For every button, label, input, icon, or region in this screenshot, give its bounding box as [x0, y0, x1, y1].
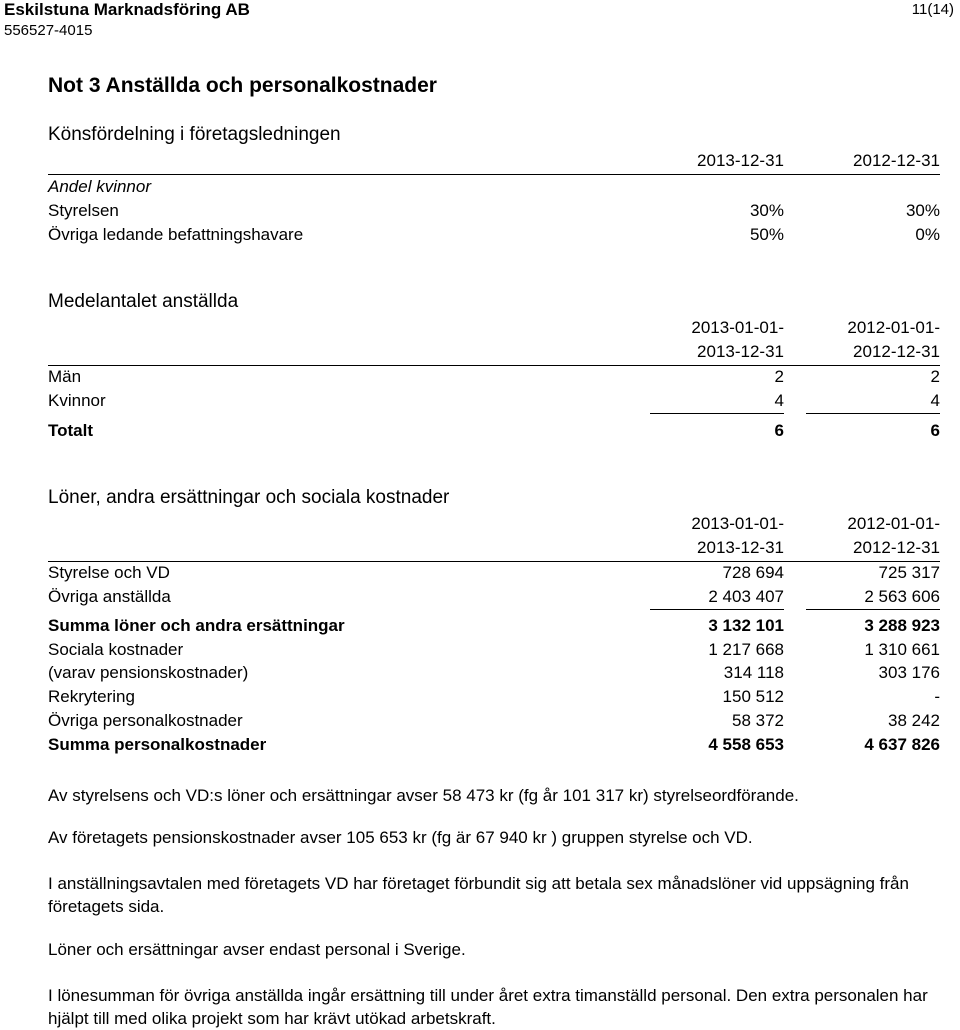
page-number: 11(14): [911, 1, 954, 18]
employees-col1-header-line1: 2013-01-01-: [691, 318, 784, 337]
employees-header-row-2: [48, 342, 940, 366]
row-label: Rekrytering: [48, 687, 135, 706]
row-value-2013: 4: [774, 391, 784, 410]
employees-total-row: [48, 421, 940, 445]
note-paragraph: I anställningsavtalen med företagets VD har företaget förbundit sig att betala sex månadslöner vid uppsägning från företagets sida.: [48, 874, 909, 916]
employees-sum-rule-2012: [806, 413, 940, 414]
gender-header-rule: [48, 174, 940, 175]
gender-header-row: [48, 151, 940, 175]
total-label: Totalt: [48, 421, 94, 440]
employees-col2-header-line1: 2012-01-01-: [847, 318, 940, 337]
salaries-sum-rule-2012: [806, 609, 940, 610]
row-value-2013: 3 132 101: [708, 616, 784, 635]
table-row: [48, 640, 940, 664]
row-label: Övriga personalkostnader: [48, 711, 243, 730]
row-value-2013: 58 372: [732, 711, 784, 730]
row-label: Övriga ledande befattningshavare: [48, 225, 304, 244]
row-value-2013: 2 403 407: [708, 587, 784, 606]
table-row: [48, 616, 940, 640]
salaries-sum-rule-2013: [650, 609, 784, 610]
salaries-section-title: Löner, andra ersättningar och sociala kostnader: [48, 487, 450, 508]
row-value-2013: 150 512: [722, 687, 784, 706]
table-row: [48, 687, 940, 711]
salaries-header-row-2: [48, 538, 940, 562]
row-label: Kvinnor: [48, 391, 106, 410]
employees-section-title: Medelantalet anställda: [48, 291, 239, 312]
row-label: Summa personalkostnader: [48, 735, 267, 754]
row-label: Styrelsen: [48, 201, 119, 220]
row-label: Övriga anställda: [48, 587, 171, 606]
row-value-2013: 1 217 668: [708, 640, 784, 659]
row-label: Sociala kostnader: [48, 640, 184, 659]
table-row: [48, 711, 940, 735]
table-row: [48, 225, 940, 249]
row-value-2012: -: [934, 687, 940, 706]
gender-subheading: Andel kvinnor: [48, 177, 152, 196]
row-value-2012: 0%: [915, 225, 940, 244]
row-value-2012: 2: [930, 367, 940, 386]
note-paragraph: Av företagets pensionskostnader avser 105 653 kr (fg är 67 940 kr ) gruppen styrelse och VD.: [48, 828, 753, 847]
row-label: Styrelse och VD: [48, 563, 170, 582]
table-row: [48, 391, 940, 415]
gender-col1-header: 2013-12-31: [697, 151, 784, 170]
employees-sum-rule-2013: [650, 413, 784, 414]
gender-subheading-row: [48, 177, 940, 201]
table-row: [48, 735, 940, 759]
row-label: Summa löner och andra ersättningar: [48, 616, 345, 635]
total-value-2012: 6: [930, 421, 940, 440]
row-value-2013: 50%: [749, 225, 784, 244]
company-name: Eskilstuna Marknadsföring AB: [4, 0, 250, 19]
salaries-header-row-1: [48, 514, 940, 538]
employees-header-rule: [48, 365, 940, 366]
row-value-2012: 2 563 606: [864, 587, 940, 606]
table-row: [48, 587, 940, 611]
gender-section-title: Könsfördelning i företagsledningen: [48, 124, 341, 145]
row-value-2012: 38 242: [888, 711, 940, 730]
row-value-2012: 30%: [905, 201, 940, 220]
salaries-header-rule: [48, 561, 940, 562]
employees-col2-header-line2: 2012-12-31: [853, 342, 940, 361]
org-number: 556527-4015: [4, 22, 93, 39]
row-value-2012: 303 176: [878, 663, 940, 682]
salaries-col1-header-line1: 2013-01-01-: [691, 514, 784, 533]
table-row: [48, 367, 940, 391]
salaries-col2-header-line2: 2012-12-31: [853, 538, 940, 557]
note-paragraph: Av styrelsens och VD:s löner och ersättningar avser 58 473 kr (fg år 101 317 kr) styrelseordförande.: [48, 786, 799, 805]
row-value-2012: 4 637 826: [864, 735, 940, 754]
row-value-2013: 4 558 653: [708, 735, 784, 754]
employees-col1-header-line2: 2013-12-31: [697, 342, 784, 361]
note-paragraph: Löner och ersättningar avser endast personal i Sverige.: [48, 940, 466, 959]
row-value-2012: 725 317: [878, 563, 940, 582]
row-value-2012: 4: [930, 391, 940, 410]
row-value-2012: 1 310 661: [864, 640, 940, 659]
row-value-2013: 30%: [749, 201, 784, 220]
employees-header-row-1: [48, 318, 940, 342]
row-value-2013: 728 694: [722, 563, 784, 582]
row-value-2013: 2: [774, 367, 784, 386]
row-label: (varav pensionskostnader): [48, 663, 249, 682]
table-row: [48, 201, 940, 225]
row-value-2012: 3 288 923: [864, 616, 940, 635]
table-row: [48, 663, 940, 687]
gender-col2-header: 2012-12-31: [853, 151, 940, 170]
salaries-col1-header-line2: 2013-12-31: [697, 538, 784, 557]
note-paragraph: I lönesumman för övriga anställda ingår ersättning till under året extra timanställd personal. Den extra personalen har hjälpt till med olika projekt som har krävt utökad arbetskraft.: [48, 986, 928, 1028]
salaries-col2-header-line1: 2012-01-01-: [847, 514, 940, 533]
row-value-2013: 314 118: [723, 663, 784, 682]
note-title: Not 3 Anställda och personalkostnader: [48, 74, 437, 97]
row-label: Män: [48, 367, 82, 386]
total-value-2013: 6: [774, 421, 784, 440]
table-row: [48, 563, 940, 587]
